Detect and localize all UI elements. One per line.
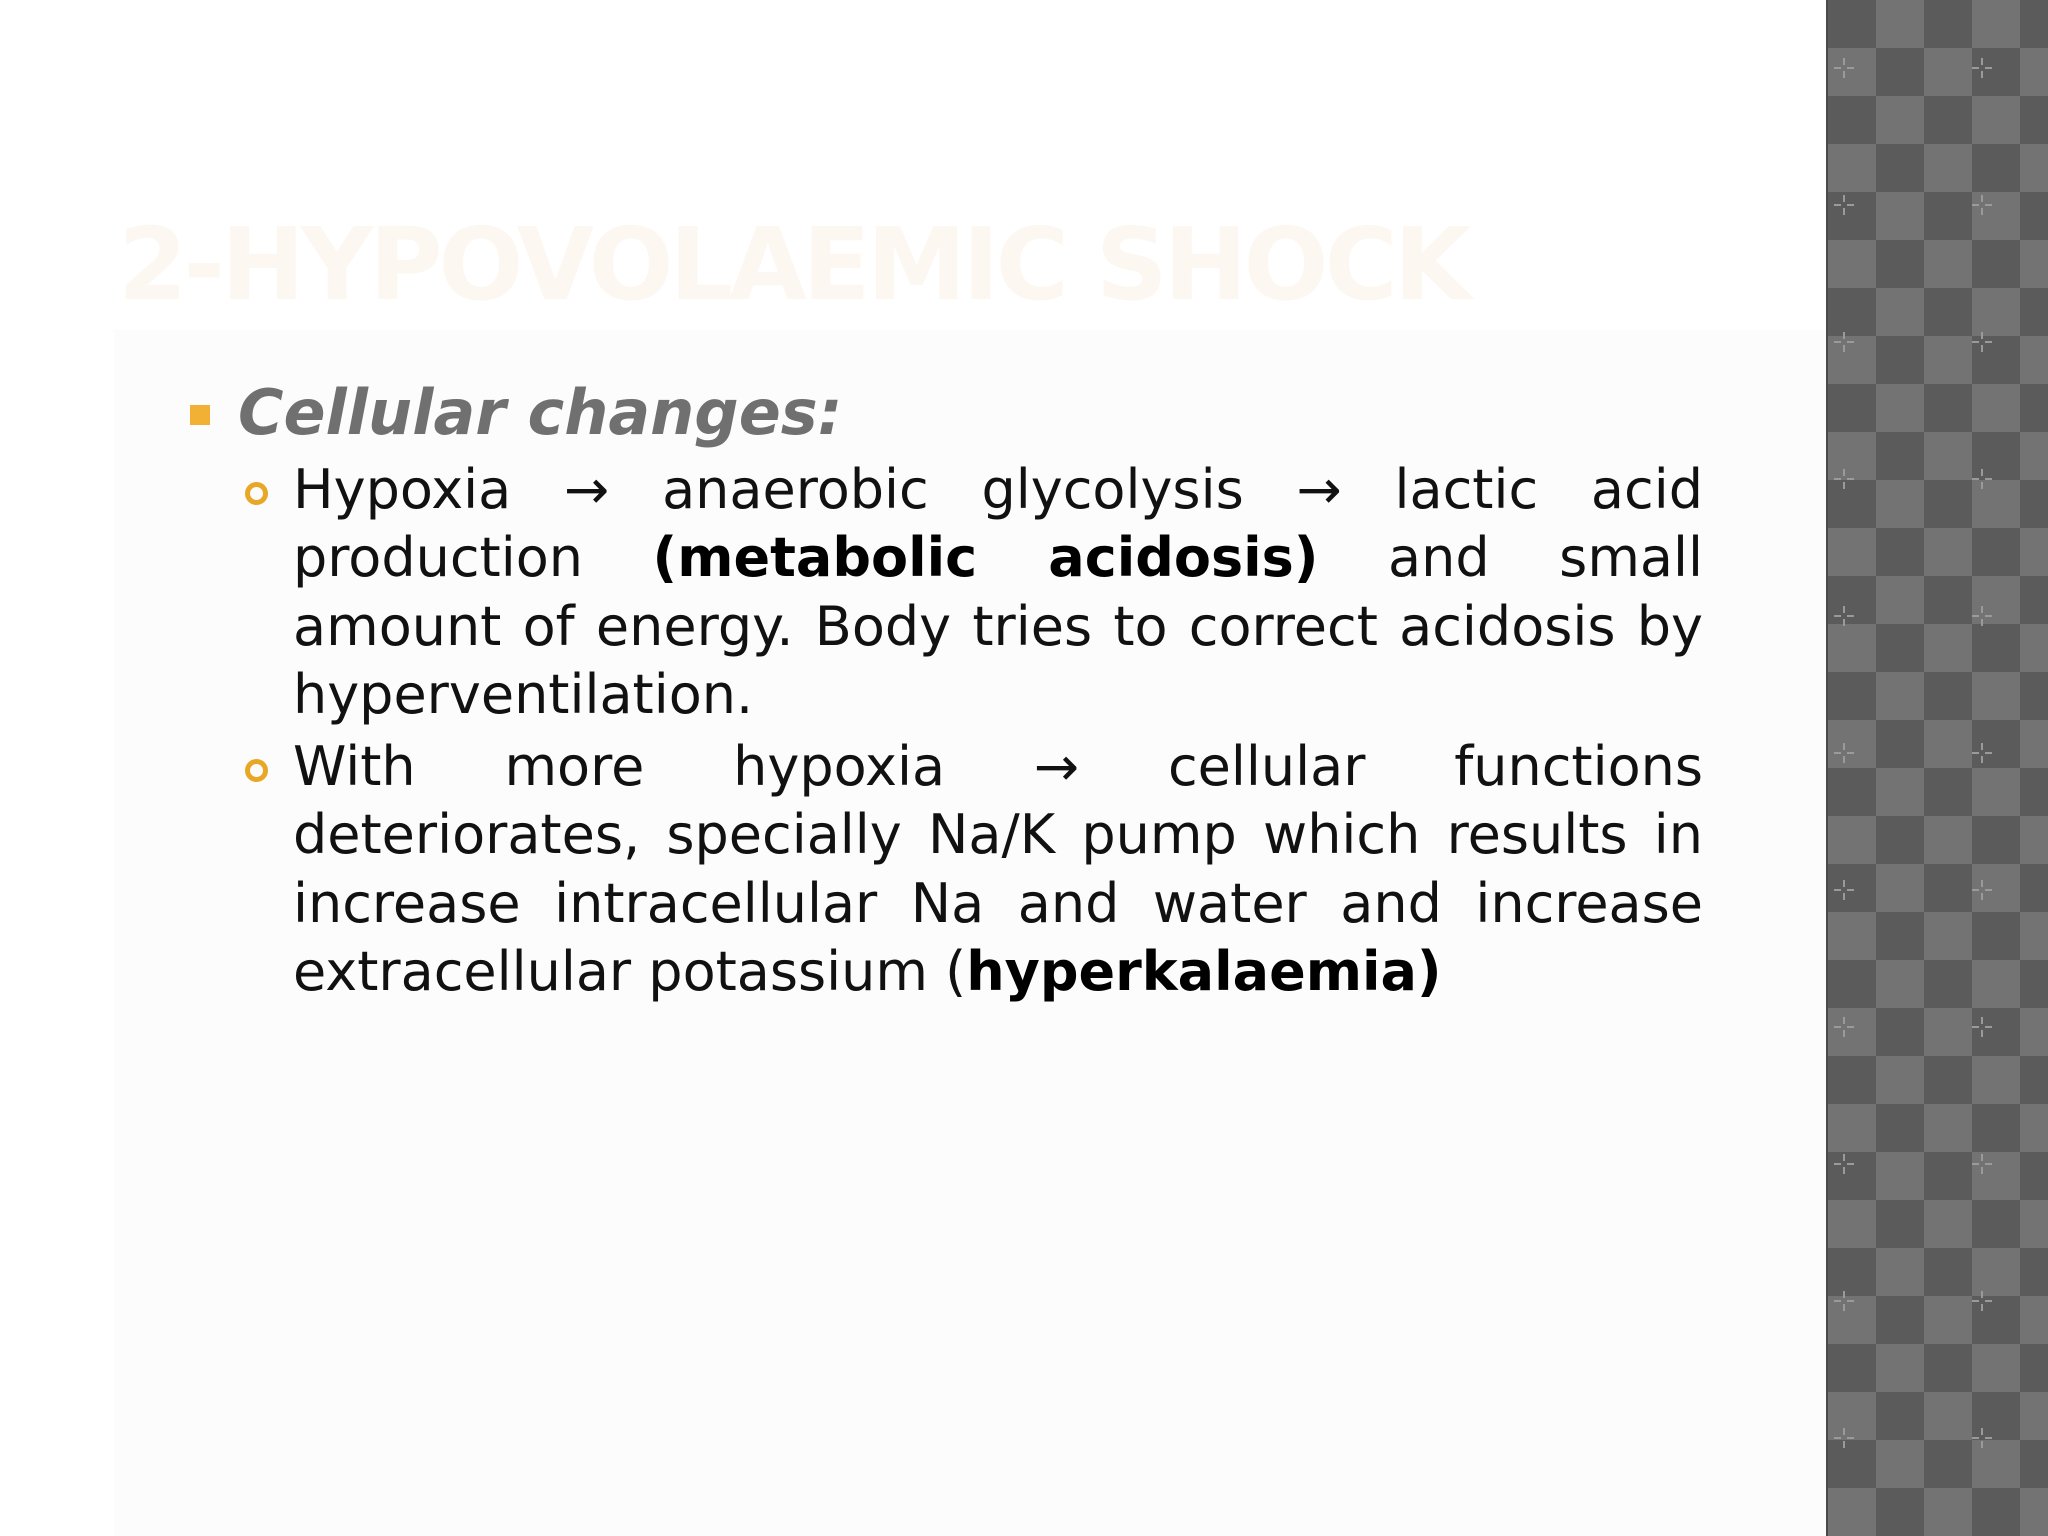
square-bullet-icon (190, 405, 210, 425)
decorative-side-pattern (1826, 0, 2048, 1536)
sparkle-mark (1834, 743, 1854, 763)
sparkle-mark (1834, 195, 1854, 215)
sparkle-mark (1972, 1428, 1992, 1448)
sparkle-mark (1834, 1017, 1854, 1037)
list-item (293, 733, 1703, 1006)
sparkle-mark (1972, 880, 1992, 900)
list-item (293, 456, 1703, 729)
sparkle-pattern (1828, 0, 2048, 1536)
sparkle-mark (1834, 606, 1854, 626)
bold-term: (metabolic acidosis) (652, 526, 1319, 590)
bold-term: hyperkalaemia) (966, 940, 1442, 1004)
text-run: Hypoxia → anaerobic glycolysis → lactic acid production (293, 458, 1703, 590)
sparkle-mark (1972, 743, 1992, 763)
sparkle-mark (1972, 606, 1992, 626)
sparkle-mark (1972, 1291, 1992, 1311)
sparkle-mark (1834, 880, 1854, 900)
list-item-text (293, 733, 1703, 1006)
text-run: and small amount of energy. Body tries to correct acidosis by hyperventilation. (293, 526, 1704, 726)
sparkle-mark (1834, 469, 1854, 489)
circle-bullet-icon (245, 482, 268, 505)
bullet-list (190, 372, 1702, 1006)
sparkle-mark (1834, 1154, 1854, 1174)
section-heading: Cellular changes: (238, 375, 843, 449)
sparkle-mark (1972, 58, 1992, 78)
slide-title: 2-HYPOVOLAEMIC SHOCK (118, 206, 1468, 323)
sparkle-mark (1834, 332, 1854, 352)
text-run: With more hypoxia → cellular functions deteriorates, specially Na/K pump which results in increase intracellular Na and water and increase extracellular potassium ( (293, 735, 1703, 1004)
circle-bullet-icon (245, 759, 268, 782)
sparkle-mark (1834, 58, 1854, 78)
heading-bullet (190, 372, 1702, 452)
sparkle-mark (1834, 1428, 1854, 1448)
sparkle-mark (1972, 1017, 1992, 1037)
sparkle-mark (1972, 469, 1992, 489)
sparkle-mark (1972, 1154, 1992, 1174)
list-item-text (293, 456, 1703, 729)
sparkle-mark (1834, 1291, 1854, 1311)
sparkle-mark (1972, 332, 1992, 352)
sparkle-mark (1972, 195, 1992, 215)
